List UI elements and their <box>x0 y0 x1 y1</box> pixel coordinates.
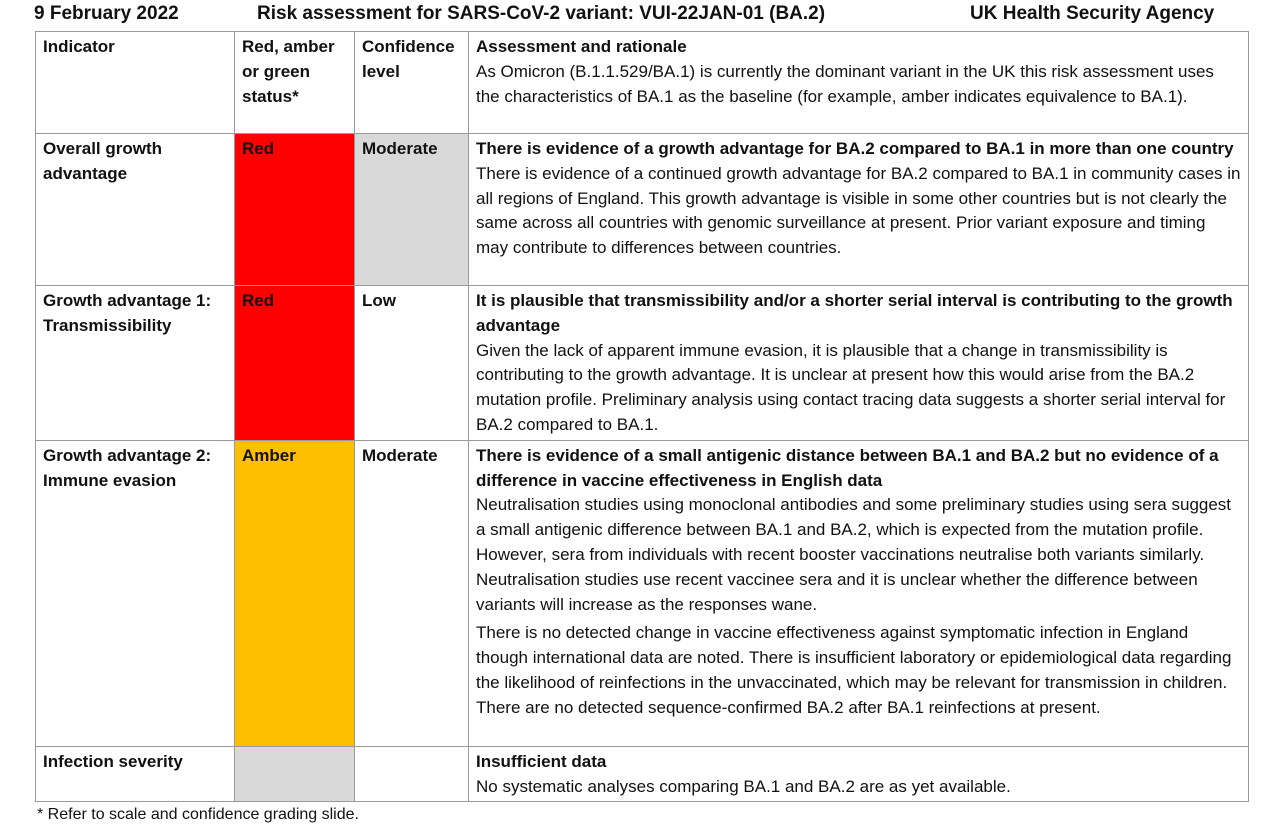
header-date: 9 February 2022 <box>34 3 179 24</box>
header-confidence: Confidence level <box>355 32 469 134</box>
assessment-heading: There is evidence of a small antigenic distance between BA.1 and BA.2 but no evidence of a difference in vaccine effectiveness in English data <box>476 445 1219 490</box>
assessment-heading: There is evidence of a growth advantage for BA.2 compared to BA.1 in more than one country <box>476 139 1234 158</box>
indicator-cell: Infection severity <box>36 746 235 802</box>
indicator-cell: Overall growth advantage <box>36 134 235 286</box>
assessment-text: Neutralisation studies using monoclonal antibodies and some preliminary studies using sera suggest a small antigenic difference between BA.1 and BA.2, which is expected from the mutation profile. However, sera from individuals with recent booster vaccinations neutralise both variants similarly. Neutralisation studies use recent vaccinee sera and it is unclear whether the difference between variants will increase as the responses wane. <box>476 495 1232 614</box>
header-agency: UK Health Security Agency <box>970 3 1215 24</box>
assessment-heading: Insufficient data <box>476 751 607 771</box>
assessment-cell <box>469 286 1249 441</box>
assessment-heading: It is plausible that transmissibility and/or a shorter serial interval is contributing to the growth advantage <box>476 291 1233 335</box>
table-header-row <box>36 32 1249 134</box>
assessment-cell <box>469 134 1249 286</box>
status-cell: Amber <box>235 440 355 746</box>
confidence-cell: Low <box>355 286 469 441</box>
confidence-cell <box>355 746 469 802</box>
assessment-cell <box>469 440 1249 746</box>
table-row <box>36 746 1249 802</box>
status-cell: Red <box>235 134 355 286</box>
status-cell <box>235 746 355 802</box>
header-indicator: Indicator <box>36 32 235 134</box>
header-assessment-title: Assessment and rationale <box>476 37 687 56</box>
assessment-cell <box>469 746 1249 802</box>
confidence-cell: Moderate <box>355 440 469 746</box>
table-row <box>36 134 1249 286</box>
header-status: Red, amber or green status* <box>235 32 355 134</box>
footnote: * Refer to scale and confidence grading slide. <box>37 806 359 823</box>
header-assessment-text: As Omicron (B.1.1.529/BA.1) is currently the dominant variant in the UK this risk assessment uses the characteristics of BA.1 as the baseline (for example, amber indicates equivalence to BA.1). <box>476 61 1214 106</box>
assessment-text: There is evidence of a continued growth advantage for BA.2 compared to BA.1 in community cases in all regions of England. This growth advantage is visible in some other countries but is not clearly the same across all countries with genomic surveillance at present. Prior variant exposure and timing may contribute to differences between countries. <box>476 163 1241 258</box>
header-assessment <box>469 32 1249 134</box>
assessment-text: No systematic analyses comparing BA.1 and BA.2 are as yet available. <box>476 776 1011 796</box>
assessment-text-2: There is no detected change in vaccine effectiveness against symptomatic infection in England though international data are noted. There is insufficient laboratory or epidemiological data regarding the likelihood of reinfections in the unvaccinated, which may be relevant for transmission in children. There are no detected sequence-confirmed BA.2 after BA.1 reinfections at present. <box>476 623 1232 717</box>
indicator-cell: Growth advantage 2: Immune evasion <box>36 440 235 746</box>
page-header <box>0 3 1280 29</box>
assessment-text: Given the lack of apparent immune evasion, it is plausible that a change in transmissibility is contributing to the growth advantage. It is unclear at present how this would arise from the BA.2 mutation profile. Preliminary analysis using contact tracing data suggests a shorter serial interval for BA.2 compared to BA.1. <box>476 340 1226 434</box>
confidence-cell: Moderate <box>355 134 469 286</box>
header-title: Risk assessment for SARS-CoV-2 variant: VUI-22JAN-01 (BA.2) <box>257 3 826 24</box>
table-row <box>36 440 1249 746</box>
table-row <box>36 286 1249 441</box>
risk-assessment-table <box>35 31 1249 802</box>
indicator-cell: Growth advantage 1: Transmissibility <box>36 286 235 441</box>
status-cell: Red <box>235 286 355 441</box>
